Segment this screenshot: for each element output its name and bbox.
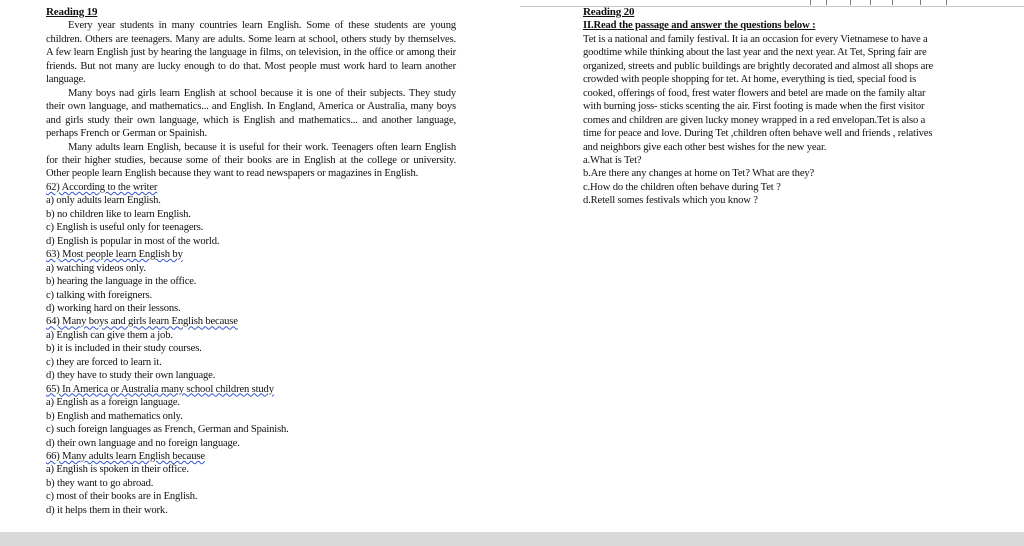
question-line: d.Retell somes festivals which you know ? xyxy=(583,195,758,207)
passage-line: crowded with people shopping for tet. At home, everything is tied, special food is xyxy=(583,74,917,86)
answer-option: c) English is useful only for teenagers. xyxy=(46,222,204,234)
answer-option: d) English is popular in most of the world. xyxy=(46,235,220,247)
question-stem: 62) According to the writer xyxy=(46,181,158,193)
question-stem: 66) Many adults learn English because xyxy=(46,450,205,462)
answer-option: c) most of their books are in English. xyxy=(46,491,198,503)
reading-19-paragraph-2: Many boys nad girls learn English at school because it is one of their subjects. They study their own language, and mathematics... and English. In England, America or Australia, many boys and girls study their own language, which is English and mathematics... and another language, perhaps French or German or Spainish. xyxy=(46,87,456,140)
question-line: c.How do the children often behave during Tet ? xyxy=(583,181,781,193)
question-62 xyxy=(46,181,456,248)
question-64 xyxy=(46,315,456,382)
reading-20-questions xyxy=(583,154,988,208)
question-65 xyxy=(46,383,456,450)
answer-option: d) it helps them in their work. xyxy=(46,504,168,516)
passage-line: time for peace and love. During Tet ,children often behave well and friends , relatives xyxy=(583,128,933,140)
passage-line: organized, streets and public buildings are brightly decorated and almost all shops are xyxy=(583,60,934,72)
reading-19-title: Reading 19 xyxy=(46,6,98,18)
answer-option: b) English and mathematics only. xyxy=(46,410,183,422)
answer-option: c) talking with foreigners. xyxy=(46,289,152,301)
question-stem: 65) In America or Australia many school children study xyxy=(46,383,274,395)
answer-option: b) hearing the language in the office. xyxy=(46,276,197,288)
window-bottom-bar xyxy=(0,532,1024,546)
answer-option: b) they want to go abroad. xyxy=(46,477,154,489)
question-stem: 64) Many boys and girls learn English because xyxy=(46,316,238,328)
answer-option: a) English is spoken in their office. xyxy=(46,464,189,476)
answer-option: b) it is included in their study courses. xyxy=(46,343,202,355)
answer-option: a) English can give them a job. xyxy=(46,329,173,341)
answer-option: d) they have to study their own language. xyxy=(46,370,216,382)
answer-option: a) English as a foreign language. xyxy=(46,397,180,409)
question-stem: 63) Most people learn English by xyxy=(46,249,183,261)
passage-line: and neighbors give each other best wishes for the new year. xyxy=(583,141,827,153)
passage-line: Tet is a national and family festival. It ia an occasion for every Vietnamese to have a xyxy=(583,33,928,45)
question-66 xyxy=(46,450,456,517)
question-line: b.Are there any changes at home on Tet? What are they? xyxy=(583,168,815,180)
reading-20-passage xyxy=(583,33,988,154)
answer-option: c) they are forced to learn it. xyxy=(46,356,162,368)
question-line: a.What is Tet? xyxy=(583,154,642,166)
reading-19-column xyxy=(46,6,456,517)
reading-19-paragraph-1: Every year students in many countries learn English. Some of these students are young children. Others are teenagers. Many are adults. Some learn at school, others study by themselves. A few learn English just by hearing the language in films, on television, in the office or among their friends. But not many are lucky enough to do that. Most people must work hard to learn another language. xyxy=(46,20,456,86)
answer-option: b) no children like to learn English. xyxy=(46,208,191,220)
passage-line: goodtime while thinking about the last year and the next year. At Tet, Spring fair are xyxy=(583,47,927,59)
passage-line: cooked, offerings of food, frest water flowers and betel are made on the family altar xyxy=(583,87,926,99)
answer-option: a) watching videos only. xyxy=(46,262,146,274)
answer-option: c) such foreign languages as French, German and Spainish. xyxy=(46,424,289,436)
passage-line: comes and children are given lucky money wrapped in a red envelopan.Tet is also a xyxy=(583,114,926,126)
reading-20-instruction: II.Read the passage and answer the questions below : xyxy=(583,20,816,32)
answer-option: d) working hard on their lessons. xyxy=(46,302,181,314)
question-63 xyxy=(46,248,456,315)
passage-line: with burning joss- sticks scenting the air. First footing is made when the first visitor xyxy=(583,101,925,113)
reading-20-column xyxy=(583,6,988,208)
reading-19-paragraph-3: Many adults learn English, because it is useful for their work. Teenagers often learn English for their higher studies, because some of their books are in English at the college or university. Other people learn English because they want to read newspapers or magazines in English. xyxy=(46,141,456,180)
answer-option: a) only adults learn English. xyxy=(46,195,161,207)
reading-20-title: Reading 20 xyxy=(583,6,635,18)
answer-option: d) their own language and no foreign language. xyxy=(46,437,240,449)
